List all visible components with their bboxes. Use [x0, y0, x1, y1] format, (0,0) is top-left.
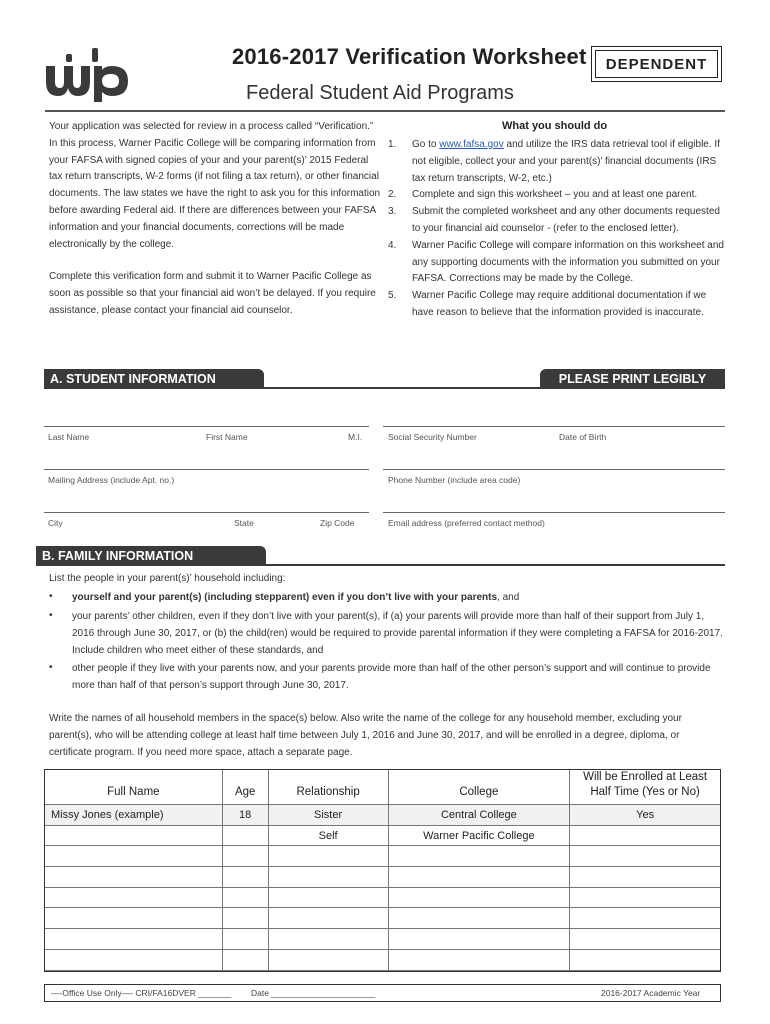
cell-enrolled[interactable] [570, 929, 721, 950]
col-enrolled-line1: Will be Enrolled at Least [583, 771, 708, 783]
step-number: 2. [388, 189, 397, 201]
intro-paragraph-1: Your application was selected for review in a process called “Verification.” In this process, Warner Pacific College will be comparing information from your FAFSA with signed copies of your and your parent(s)’ 2015 Federal tax return transcripts, W-2 forms (if not filing a tax return), or other financial documents. The law states we have the right to ask you for this information before awarding Federal aid. If there are differences between your FAFSA information and your financial documents, corrections will be made electronically by the college. [49, 121, 381, 250]
table-row [45, 949, 721, 970]
cell-college[interactable] [388, 887, 570, 908]
col-full-name: Full Name [45, 770, 223, 805]
cell-name[interactable] [45, 887, 223, 908]
cell-age[interactable] [222, 949, 268, 970]
step-item [388, 137, 724, 187]
section-b-header: B. FAMILY INFORMATION [36, 546, 266, 566]
cell-name[interactable] [45, 825, 223, 846]
step-number: 1. [388, 139, 397, 150]
step-text: Warner Pacific College may require additional documentation if we have reason to believe that the information provided is inaccurate. [412, 290, 707, 318]
phone-label: Phone Number (include area code) [388, 475, 521, 485]
cell-age[interactable] [222, 929, 268, 950]
state-label: State [234, 518, 254, 528]
table-row [45, 908, 721, 929]
cell-enrolled[interactable] [570, 825, 721, 846]
step-item [388, 204, 724, 238]
cell-age: 18 [222, 805, 268, 826]
cell-enrolled[interactable] [570, 908, 721, 929]
cell-enrolled: Yes [570, 805, 721, 826]
bullet-icon: • [49, 662, 53, 673]
city-label: City [48, 518, 63, 528]
col-college: College [388, 770, 570, 805]
step-text [412, 137, 724, 187]
write-names-instructions: Write the names of all household members in the space(s) below. Also write the name of the college for any household member, excluding your parent(s), who will be attending college at least half time between July 1, 2016 and June 30, 2017, and will be enrolled in a degree, diploma, or certificate program. If you need more space, attach a separate page. [49, 713, 682, 758]
cell-relationship: Self [268, 825, 388, 846]
cell-college: Warner Pacific College [388, 825, 570, 846]
header-divider [45, 110, 725, 112]
table-row [45, 805, 721, 826]
page-subtitle: Federal Student Aid Programs [246, 82, 514, 104]
step-number: 3. [388, 206, 397, 218]
step-number: 5. [388, 290, 397, 302]
zip-label: Zip Code [320, 518, 355, 528]
cell-enrolled[interactable] [570, 949, 721, 970]
cell-enrolled[interactable] [570, 846, 721, 867]
section-a-rule [264, 387, 540, 389]
step-number: 4. [388, 239, 397, 251]
step-text-pre: Go to [412, 139, 440, 150]
step-item [388, 288, 724, 322]
cell-name[interactable] [45, 908, 223, 929]
cell-age[interactable] [222, 846, 268, 867]
table-header-row [45, 770, 721, 805]
cell-enrolled[interactable] [570, 887, 721, 908]
city-state-zip-field[interactable] [44, 512, 369, 513]
cell-college[interactable] [388, 867, 570, 888]
cell-relationship[interactable] [268, 846, 388, 867]
cell-name[interactable] [45, 846, 223, 867]
mailing-address-field[interactable] [44, 469, 369, 470]
cell-relationship[interactable] [268, 887, 388, 908]
dependent-badge [591, 46, 722, 82]
cell-relationship[interactable] [268, 929, 388, 950]
cell-age[interactable] [222, 867, 268, 888]
footer-date-label: Date ______________________ [251, 988, 376, 998]
cell-relationship[interactable] [268, 867, 388, 888]
col-enrolled [570, 770, 721, 805]
first-name-label: First Name [206, 432, 248, 442]
bullet-1-tail: , and [497, 592, 520, 603]
table-row [45, 846, 721, 867]
print-legibly-banner: PLEASE PRINT LEGIBLY [540, 369, 725, 389]
intro-text [49, 119, 384, 320]
cell-age[interactable] [222, 908, 268, 929]
ssn-dob-field[interactable] [383, 426, 725, 427]
table-row [45, 929, 721, 950]
table-row [45, 887, 721, 908]
last-name-label: Last Name [48, 432, 90, 442]
mailing-address-label: Mailing Address (include Apt. no.) [48, 475, 175, 485]
step-text-post: and utilize the IRS data retrieval tool if eligible. If not eligible, collect your and your parent(s)’ financial documents (IRS tax return transcripts, W-2, etc.) [412, 139, 720, 184]
office-use-label: —-Office Use Only—- CRI/FA16DVER _______ [51, 988, 232, 998]
steps-list [388, 137, 724, 322]
household-lead: List the people in your parent(s)’ household including: [49, 573, 286, 584]
step-text: Warner Pacific College will compare information on this worksheet and any supporting documents with the information you submitted on your FAFSA. Corrections may be made by the College. [412, 239, 724, 285]
col-relationship: Relationship [268, 770, 388, 805]
household-bullet-2: your parents’ other children, even if they don’t live with your parent(s), if (a) your parents will provide more than half of their support from July 1, 2016 through June 30, 2017, or (b) the child(ren) would be required to provide parental information if they were completing a FAFSA for 2016-2017. Include children who meet either of these standards, and [72, 611, 723, 656]
bullet-1-bold: yourself and your parent(s) (including stepparent) even if you don’t live with your parents [72, 592, 498, 603]
last-name-field[interactable] [44, 426, 369, 427]
wp-logo-icon [44, 44, 132, 102]
what-you-should-do-heading: What you should do [502, 120, 608, 132]
step-item [388, 187, 724, 204]
col-age: Age [222, 770, 268, 805]
cell-name[interactable] [45, 867, 223, 888]
cell-name: Missy Jones (example) [45, 805, 223, 826]
cell-age[interactable] [222, 825, 268, 846]
household-bullet-1 [72, 590, 724, 607]
email-label: Email address (preferred contact method) [388, 518, 545, 528]
cell-college[interactable] [388, 908, 570, 929]
section-a-header: A. STUDENT INFORMATION [44, 369, 264, 389]
cell-college[interactable] [388, 929, 570, 950]
fafsa-link[interactable]: www.fafsa.gov [439, 139, 504, 150]
cell-age[interactable] [222, 887, 268, 908]
intro-paragraph-2: Complete this verification form and submit it to Warner Pacific College as soon as possible so that your financial aid won’t be delayed. If you require assistance, please contact your financial aid counselor. [49, 271, 376, 316]
cell-college: Central College [388, 805, 570, 826]
mi-label: M.I. [348, 432, 363, 442]
col-enrolled-line2: Half Time (Yes or No) [590, 786, 700, 798]
cell-college[interactable] [388, 949, 570, 970]
dob-label: Date of Birth [559, 432, 607, 442]
section-b-rule [266, 564, 725, 566]
office-use-footer [44, 984, 721, 1002]
ssn-label: Social Security Number [388, 432, 477, 442]
cell-enrolled[interactable] [570, 867, 721, 888]
household-bullet-3: other people if they live with your parents now, and your parents provide more than half of the other person’s support and will continue to provide more than half of that person’s support through June 30, 2017. [72, 663, 711, 691]
cell-college[interactable] [388, 846, 570, 867]
step-item [388, 238, 724, 288]
bullet-icon: • [49, 610, 53, 621]
bullet-icon: • [49, 591, 53, 602]
email-field[interactable] [383, 512, 725, 513]
table-row [45, 867, 721, 888]
cell-relationship[interactable] [268, 949, 388, 970]
table-row [45, 825, 721, 846]
step-text: Complete and sign this worksheet – you and at least one parent. [412, 189, 698, 201]
cell-relationship: Sister [268, 805, 388, 826]
cell-name[interactable] [45, 949, 223, 970]
phone-field[interactable] [383, 469, 725, 470]
academic-year-label: 2016-2017 Academic Year [601, 988, 701, 998]
page-title: 2016-2017 Verification Worksheet [232, 44, 587, 69]
household-table [44, 769, 721, 971]
cell-relationship[interactable] [268, 908, 388, 929]
step-text: Submit the completed worksheet and any other documents requested to your financial aid counselor - (refer to the enclosed letter). [412, 206, 720, 234]
cell-name[interactable] [45, 929, 223, 950]
dependent-badge-label: DEPENDENT [595, 50, 718, 78]
